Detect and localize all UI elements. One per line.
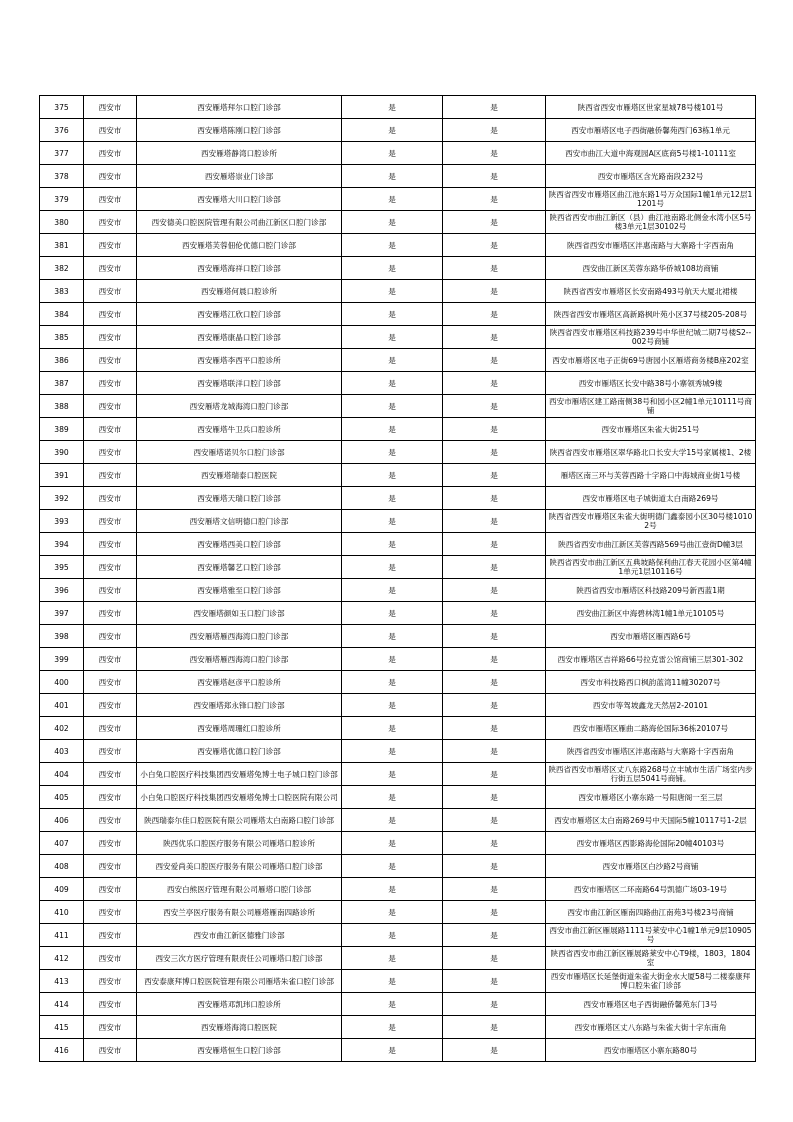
flag-b-cell: 是 bbox=[443, 1016, 546, 1039]
city-cell: 西安市 bbox=[84, 510, 137, 533]
table-row bbox=[40, 487, 756, 510]
table-row bbox=[40, 280, 756, 303]
row-number-cell: 406 bbox=[40, 809, 84, 832]
city-cell: 西安市 bbox=[84, 717, 137, 740]
city-cell: 西安市 bbox=[84, 694, 137, 717]
institution-name-cell: 西安雁塔西美口腔门诊部 bbox=[137, 533, 342, 556]
row-number-cell: 404 bbox=[40, 763, 84, 786]
address-cell: 西安市雁塔区太白南路269号中天国际5幢10117号1-2层 bbox=[546, 809, 756, 832]
row-number-cell: 398 bbox=[40, 625, 84, 648]
institution-name-cell: 西安雁塔联洋口腔门诊部 bbox=[137, 372, 342, 395]
city-cell: 西安市 bbox=[84, 188, 137, 211]
table-row bbox=[40, 579, 756, 602]
city-cell: 西安市 bbox=[84, 349, 137, 372]
flag-a-cell: 是 bbox=[342, 717, 443, 740]
city-cell: 西安市 bbox=[84, 786, 137, 809]
institution-name-cell: 西安兰亭医疗服务有限公司雁塔雁南四路诊所 bbox=[137, 901, 342, 924]
city-cell: 西安市 bbox=[84, 579, 137, 602]
institution-name-cell: 西安三次方医疗管理有限责任公司雁塔口腔门诊部 bbox=[137, 947, 342, 970]
row-number-cell: 396 bbox=[40, 579, 84, 602]
row-number-cell: 405 bbox=[40, 786, 84, 809]
table-row bbox=[40, 349, 756, 372]
city-cell: 西安市 bbox=[84, 855, 137, 878]
flag-a-cell: 是 bbox=[342, 809, 443, 832]
city-cell: 西安市 bbox=[84, 418, 137, 441]
institution-name-cell: 西安雁塔优德口腔门诊部 bbox=[137, 740, 342, 763]
city-cell: 西安市 bbox=[84, 671, 137, 694]
flag-b-cell: 是 bbox=[443, 142, 546, 165]
institution-name-cell: 西安雁塔海湾口腔医院 bbox=[137, 1016, 342, 1039]
institution-name-cell: 西安雁塔天瑞口腔门诊部 bbox=[137, 487, 342, 510]
row-number-cell: 380 bbox=[40, 211, 84, 234]
city-cell: 西安市 bbox=[84, 280, 137, 303]
city-cell: 西安市 bbox=[84, 1039, 137, 1062]
institution-name-cell: 小白兔口腔医疗科技集团西安雁塔兔博士电子城口腔门诊部 bbox=[137, 763, 342, 786]
table-row bbox=[40, 947, 756, 970]
table-row bbox=[40, 372, 756, 395]
address-cell: 西安曲江新区中海碧林湾1幢1单元10105号 bbox=[546, 602, 756, 625]
row-number-cell: 391 bbox=[40, 464, 84, 487]
address-cell: 西安市雁塔区吉祥路66号拉克雷公馆商铺三层301-302 bbox=[546, 648, 756, 671]
address-cell: 西安市雁塔区电子城街道太白南路269号 bbox=[546, 487, 756, 510]
city-cell: 西安市 bbox=[84, 395, 137, 418]
flag-a-cell: 是 bbox=[342, 303, 443, 326]
city-cell: 西安市 bbox=[84, 602, 137, 625]
address-cell: 陕西省西安市雁塔区高新路枫叶苑小区37号楼205-208号 bbox=[546, 303, 756, 326]
table-row bbox=[40, 303, 756, 326]
flag-a-cell: 是 bbox=[342, 533, 443, 556]
city-cell: 西安市 bbox=[84, 832, 137, 855]
city-cell: 西安市 bbox=[84, 96, 137, 119]
flag-a-cell: 是 bbox=[342, 855, 443, 878]
flag-a-cell: 是 bbox=[342, 464, 443, 487]
flag-b-cell: 是 bbox=[443, 579, 546, 602]
flag-a-cell: 是 bbox=[342, 142, 443, 165]
institution-name-cell: 西安雁塔江欣口腔门诊部 bbox=[137, 303, 342, 326]
row-number-cell: 378 bbox=[40, 165, 84, 188]
city-cell: 西安市 bbox=[84, 464, 137, 487]
row-number-cell: 399 bbox=[40, 648, 84, 671]
flag-a-cell: 是 bbox=[342, 579, 443, 602]
flag-a-cell: 是 bbox=[342, 625, 443, 648]
flag-a-cell: 是 bbox=[342, 786, 443, 809]
city-cell: 西安市 bbox=[84, 970, 137, 993]
flag-b-cell: 是 bbox=[443, 924, 546, 947]
flag-b-cell: 是 bbox=[443, 993, 546, 1016]
table-row bbox=[40, 832, 756, 855]
row-number-cell: 403 bbox=[40, 740, 84, 763]
city-cell: 西安市 bbox=[84, 947, 137, 970]
city-cell: 西安市 bbox=[84, 878, 137, 901]
row-number-cell: 383 bbox=[40, 280, 84, 303]
table-row bbox=[40, 533, 756, 556]
row-number-cell: 385 bbox=[40, 326, 84, 349]
flag-a-cell: 是 bbox=[342, 119, 443, 142]
flag-b-cell: 是 bbox=[443, 303, 546, 326]
city-cell: 西安市 bbox=[84, 1016, 137, 1039]
city-cell: 西安市 bbox=[84, 303, 137, 326]
table-row bbox=[40, 1016, 756, 1039]
table-row bbox=[40, 901, 756, 924]
institution-name-cell: 西安雁塔馨艺口腔门诊部 bbox=[137, 556, 342, 579]
flag-b-cell: 是 bbox=[443, 165, 546, 188]
flag-b-cell: 是 bbox=[443, 556, 546, 579]
flag-a-cell: 是 bbox=[342, 257, 443, 280]
table-row bbox=[40, 556, 756, 579]
city-cell: 西安市 bbox=[84, 165, 137, 188]
address-cell: 陕西省西安市雁塔区世家星城78号楼101号 bbox=[546, 96, 756, 119]
flag-b-cell: 是 bbox=[443, 395, 546, 418]
flag-a-cell: 是 bbox=[342, 349, 443, 372]
flag-b-cell: 是 bbox=[443, 280, 546, 303]
row-number-cell: 393 bbox=[40, 510, 84, 533]
institution-name-cell: 陕西优乐口腔医疗服务有限公司雁塔口腔诊所 bbox=[137, 832, 342, 855]
city-cell: 西安市 bbox=[84, 326, 137, 349]
institution-name-cell: 西安雁塔雁西海湾口腔门诊部 bbox=[137, 648, 342, 671]
institution-name-cell: 西安雁塔牛卫兵口腔诊所 bbox=[137, 418, 342, 441]
address-cell: 西安市雁塔区含光路南段232号 bbox=[546, 165, 756, 188]
table-row bbox=[40, 257, 756, 280]
address-cell: 西安市科技路西口枫韵蓝湾11幢30207号 bbox=[546, 671, 756, 694]
city-cell: 西安市 bbox=[84, 142, 137, 165]
address-cell: 西安市雁塔区朱雀大街251号 bbox=[546, 418, 756, 441]
institution-name-cell: 西安雁塔赵彦平口腔诊所 bbox=[137, 671, 342, 694]
flag-b-cell: 是 bbox=[443, 464, 546, 487]
table-row bbox=[40, 119, 756, 142]
address-cell: 陕西省西安市雁塔区丈八东路268号立丰城市生活广场室内步行街五层5041号商铺。 bbox=[546, 763, 756, 786]
row-number-cell: 397 bbox=[40, 602, 84, 625]
flag-b-cell: 是 bbox=[443, 763, 546, 786]
flag-b-cell: 是 bbox=[443, 441, 546, 464]
flag-b-cell: 是 bbox=[443, 188, 546, 211]
flag-a-cell: 是 bbox=[342, 372, 443, 395]
address-cell: 陕西省西安市雁塔区科技路209号新西蓝1期 bbox=[546, 579, 756, 602]
institution-name-cell: 西安雁塔瑞泰口腔医院 bbox=[137, 464, 342, 487]
address-cell: 陕西省西安市雁塔区长安南路493号航天大厦北裙楼 bbox=[546, 280, 756, 303]
row-number-cell: 382 bbox=[40, 257, 84, 280]
flag-b-cell: 是 bbox=[443, 1039, 546, 1062]
row-number-cell: 389 bbox=[40, 418, 84, 441]
address-cell: 西安市雁塔区西影路海伦国际20幢40103号 bbox=[546, 832, 756, 855]
table-row bbox=[40, 809, 756, 832]
table-row bbox=[40, 1039, 756, 1062]
flag-b-cell: 是 bbox=[443, 326, 546, 349]
institution-table bbox=[39, 95, 756, 1062]
city-cell: 西安市 bbox=[84, 119, 137, 142]
row-number-cell: 409 bbox=[40, 878, 84, 901]
flag-a-cell: 是 bbox=[342, 441, 443, 464]
row-number-cell: 394 bbox=[40, 533, 84, 556]
institution-name-cell: 西安雁塔崇业门诊部 bbox=[137, 165, 342, 188]
flag-a-cell: 是 bbox=[342, 993, 443, 1016]
institution-name-cell: 西安雁塔拜尔口腔门诊部 bbox=[137, 96, 342, 119]
row-number-cell: 410 bbox=[40, 901, 84, 924]
table-row bbox=[40, 993, 756, 1016]
address-cell: 西安市雁塔区长安中路38号小寨领秀城9楼 bbox=[546, 372, 756, 395]
flag-a-cell: 是 bbox=[342, 740, 443, 763]
flag-b-cell: 是 bbox=[443, 234, 546, 257]
flag-a-cell: 是 bbox=[342, 280, 443, 303]
row-number-cell: 414 bbox=[40, 993, 84, 1016]
flag-b-cell: 是 bbox=[443, 901, 546, 924]
flag-b-cell: 是 bbox=[443, 119, 546, 142]
address-cell: 陕西省西安市曲江新区雁展路莱安中心T9楼，1803，1804室 bbox=[546, 947, 756, 970]
flag-b-cell: 是 bbox=[443, 533, 546, 556]
institution-name-cell: 西安市曲江新区德雅门诊部 bbox=[137, 924, 342, 947]
city-cell: 西安市 bbox=[84, 487, 137, 510]
flag-a-cell: 是 bbox=[342, 1016, 443, 1039]
city-cell: 西安市 bbox=[84, 924, 137, 947]
city-cell: 西安市 bbox=[84, 211, 137, 234]
city-cell: 西安市 bbox=[84, 625, 137, 648]
table-row bbox=[40, 326, 756, 349]
flag-b-cell: 是 bbox=[443, 349, 546, 372]
row-number-cell: 377 bbox=[40, 142, 84, 165]
address-cell: 西安市雁塔区电子西街融侨馨苑西门63栋1单元 bbox=[546, 119, 756, 142]
city-cell: 西安市 bbox=[84, 809, 137, 832]
institution-name-cell: 西安雁塔雅至口腔门诊部 bbox=[137, 579, 342, 602]
city-cell: 西安市 bbox=[84, 740, 137, 763]
table-row bbox=[40, 418, 756, 441]
flag-b-cell: 是 bbox=[443, 648, 546, 671]
table-row bbox=[40, 924, 756, 947]
flag-b-cell: 是 bbox=[443, 878, 546, 901]
row-number-cell: 416 bbox=[40, 1039, 84, 1062]
institution-name-cell: 西安雁塔郑永锋口腔门诊部 bbox=[137, 694, 342, 717]
table-body bbox=[40, 96, 756, 1062]
address-cell: 陕西省西安市曲江新区（县）曲江池南路北侧金水湾小区5号楼3单元1层30102号 bbox=[546, 211, 756, 234]
flag-a-cell: 是 bbox=[342, 96, 443, 119]
city-cell: 西安市 bbox=[84, 993, 137, 1016]
row-number-cell: 407 bbox=[40, 832, 84, 855]
address-cell: 西安市曲江新区雁南四路曲江南苑3号楼23号商铺 bbox=[546, 901, 756, 924]
address-cell: 西安市雁塔区小寨东路80号 bbox=[546, 1039, 756, 1062]
flag-b-cell: 是 bbox=[443, 855, 546, 878]
table-row bbox=[40, 464, 756, 487]
flag-b-cell: 是 bbox=[443, 372, 546, 395]
row-number-cell: 381 bbox=[40, 234, 84, 257]
flag-a-cell: 是 bbox=[342, 487, 443, 510]
city-cell: 西安市 bbox=[84, 234, 137, 257]
address-cell: 西安市雁塔区雁曲二路海伦国际36栋20107号 bbox=[546, 717, 756, 740]
institution-name-cell: 西安白熊医疗管理有限公司雁塔口腔门诊部 bbox=[137, 878, 342, 901]
address-cell: 西安市雁塔区二环南路64号凯德广场03-19号 bbox=[546, 878, 756, 901]
flag-a-cell: 是 bbox=[342, 326, 443, 349]
flag-b-cell: 是 bbox=[443, 786, 546, 809]
address-cell: 陕西省西安市雁塔区翠华路北口长安大学15号家属楼1、2楼 bbox=[546, 441, 756, 464]
table-row bbox=[40, 763, 756, 786]
row-number-cell: 388 bbox=[40, 395, 84, 418]
flag-a-cell: 是 bbox=[342, 924, 443, 947]
row-number-cell: 384 bbox=[40, 303, 84, 326]
table-row bbox=[40, 441, 756, 464]
flag-a-cell: 是 bbox=[342, 188, 443, 211]
row-number-cell: 392 bbox=[40, 487, 84, 510]
institution-name-cell: 西安雁塔静湾口腔诊所 bbox=[137, 142, 342, 165]
address-cell: 西安市雁塔区长延堡街道朱雀大街金水大厦58号二楼泰康拜博口腔朱雀门诊部 bbox=[546, 970, 756, 993]
institution-name-cell: 西安雁塔恒生口腔门诊部 bbox=[137, 1039, 342, 1062]
flag-b-cell: 是 bbox=[443, 625, 546, 648]
table-row bbox=[40, 878, 756, 901]
flag-a-cell: 是 bbox=[342, 211, 443, 234]
address-cell: 陕西省西安市曲江新区五典坡路保利曲江春天花园小区第4幢1单元1层10116号 bbox=[546, 556, 756, 579]
city-cell: 西安市 bbox=[84, 533, 137, 556]
institution-name-cell: 西安泰康拜博口腔医院管理有限公司雁塔朱雀口腔门诊部 bbox=[137, 970, 342, 993]
address-cell: 西安市雁塔区建工路南侧38号和园小区2幢1单元10111号商铺 bbox=[546, 395, 756, 418]
institution-name-cell: 西安雁塔颜如玉口腔门诊部 bbox=[137, 602, 342, 625]
institution-name-cell: 小白兔口腔医疗科技集团西安雁塔兔博士口腔医院有限公司 bbox=[137, 786, 342, 809]
row-number-cell: 375 bbox=[40, 96, 84, 119]
flag-b-cell: 是 bbox=[443, 947, 546, 970]
address-cell: 陕西省西安市曲江新区芙蓉西路569号曲江壹街D幢3层 bbox=[546, 533, 756, 556]
institution-name-cell: 西安雁塔陈刚口腔门诊部 bbox=[137, 119, 342, 142]
flag-a-cell: 是 bbox=[342, 763, 443, 786]
row-number-cell: 411 bbox=[40, 924, 84, 947]
institution-name-cell: 西安雁塔芙蓉佃伦优德口腔门诊部 bbox=[137, 234, 342, 257]
flag-b-cell: 是 bbox=[443, 970, 546, 993]
flag-a-cell: 是 bbox=[342, 970, 443, 993]
flag-b-cell: 是 bbox=[443, 96, 546, 119]
table-row bbox=[40, 234, 756, 257]
address-cell: 西安市雁塔区小寨东路一号阳唐阁一至三层 bbox=[546, 786, 756, 809]
table-row bbox=[40, 855, 756, 878]
row-number-cell: 401 bbox=[40, 694, 84, 717]
address-cell: 西安市曲江新区雁展路1111号莱安中心1幢1单元9层10905号 bbox=[546, 924, 756, 947]
flag-a-cell: 是 bbox=[342, 947, 443, 970]
flag-a-cell: 是 bbox=[342, 1039, 443, 1062]
address-cell: 西安市等驾坡鑫龙天然居2-20101 bbox=[546, 694, 756, 717]
table-row bbox=[40, 740, 756, 763]
row-number-cell: 376 bbox=[40, 119, 84, 142]
row-number-cell: 395 bbox=[40, 556, 84, 579]
flag-b-cell: 是 bbox=[443, 257, 546, 280]
address-cell: 西安市雁塔区丈八东路与朱雀大街十字东南角 bbox=[546, 1016, 756, 1039]
flag-b-cell: 是 bbox=[443, 832, 546, 855]
table-row bbox=[40, 142, 756, 165]
flag-b-cell: 是 bbox=[443, 487, 546, 510]
institution-name-cell: 西安雁塔邓凯玮口腔诊所 bbox=[137, 993, 342, 1016]
table-row bbox=[40, 211, 756, 234]
row-number-cell: 400 bbox=[40, 671, 84, 694]
row-number-cell: 413 bbox=[40, 970, 84, 993]
institution-name-cell: 西安雁塔文信明德口腔门诊部 bbox=[137, 510, 342, 533]
flag-a-cell: 是 bbox=[342, 602, 443, 625]
institution-name-cell: 西安德美口腔医院管理有限公司曲江新区口腔门诊部 bbox=[137, 211, 342, 234]
city-cell: 西安市 bbox=[84, 257, 137, 280]
address-cell: 西安市雁塔区电子正街69号唐园小区雁塔商务楼B座202室 bbox=[546, 349, 756, 372]
row-number-cell: 402 bbox=[40, 717, 84, 740]
flag-a-cell: 是 bbox=[342, 832, 443, 855]
institution-name-cell: 西安雁塔海祥口腔门诊部 bbox=[137, 257, 342, 280]
address-cell: 西安市曲江大道中海观园A区底商5号楼1-10111室 bbox=[546, 142, 756, 165]
row-number-cell: 387 bbox=[40, 372, 84, 395]
flag-b-cell: 是 bbox=[443, 510, 546, 533]
table-row bbox=[40, 717, 756, 740]
row-number-cell: 390 bbox=[40, 441, 84, 464]
table-row bbox=[40, 395, 756, 418]
row-number-cell: 379 bbox=[40, 188, 84, 211]
flag-a-cell: 是 bbox=[342, 878, 443, 901]
flag-b-cell: 是 bbox=[443, 809, 546, 832]
institution-name-cell: 西安爱尚美口腔医疗服务有限公司雁塔口腔门诊部 bbox=[137, 855, 342, 878]
table-row bbox=[40, 648, 756, 671]
institution-name-cell: 西安雁塔康晶口腔门诊部 bbox=[137, 326, 342, 349]
institution-name-cell: 西安雁塔何晨口腔诊所 bbox=[137, 280, 342, 303]
flag-a-cell: 是 bbox=[342, 234, 443, 257]
table-row bbox=[40, 671, 756, 694]
institution-name-cell: 西安雁塔雁西海湾口腔门诊部 bbox=[137, 625, 342, 648]
city-cell: 西安市 bbox=[84, 441, 137, 464]
flag-b-cell: 是 bbox=[443, 717, 546, 740]
address-cell: 西安市雁塔区雁西路6号 bbox=[546, 625, 756, 648]
address-cell: 雁塔区南三环与芙蓉西路十字路口中海城商业街1号楼 bbox=[546, 464, 756, 487]
row-number-cell: 408 bbox=[40, 855, 84, 878]
address-cell: 陕西省西安市雁塔区朱雀大街明德门鑫泰园小区30号楼10102号 bbox=[546, 510, 756, 533]
flag-b-cell: 是 bbox=[443, 211, 546, 234]
flag-a-cell: 是 bbox=[342, 395, 443, 418]
table-row bbox=[40, 96, 756, 119]
table-row bbox=[40, 188, 756, 211]
table-row bbox=[40, 510, 756, 533]
row-number-cell: 412 bbox=[40, 947, 84, 970]
flag-a-cell: 是 bbox=[342, 648, 443, 671]
table-row bbox=[40, 625, 756, 648]
address-cell: 陕西省西安市雁塔区曲江池东路1号万众国际1幢1单元12层11201号 bbox=[546, 188, 756, 211]
address-cell: 西安市雁塔区电子西街融侨馨苑东门3号 bbox=[546, 993, 756, 1016]
city-cell: 西安市 bbox=[84, 901, 137, 924]
flag-a-cell: 是 bbox=[342, 510, 443, 533]
table-row bbox=[40, 970, 756, 993]
flag-b-cell: 是 bbox=[443, 671, 546, 694]
flag-b-cell: 是 bbox=[443, 418, 546, 441]
flag-a-cell: 是 bbox=[342, 671, 443, 694]
table-row bbox=[40, 786, 756, 809]
city-cell: 西安市 bbox=[84, 648, 137, 671]
row-number-cell: 386 bbox=[40, 349, 84, 372]
address-cell: 西安市雁塔区白沙路2号商铺 bbox=[546, 855, 756, 878]
institution-name-cell: 西安雁塔周珊红口腔诊所 bbox=[137, 717, 342, 740]
table-row bbox=[40, 602, 756, 625]
city-cell: 西安市 bbox=[84, 763, 137, 786]
institution-name-cell: 陕西瑞泰尔佳口腔医院有限公司雁塔太白南路口腔门诊部 bbox=[137, 809, 342, 832]
city-cell: 西安市 bbox=[84, 372, 137, 395]
institution-name-cell: 西安雁塔李西平口腔诊所 bbox=[137, 349, 342, 372]
row-number-cell: 415 bbox=[40, 1016, 84, 1039]
address-cell: 陕西省西安市雁塔区科技路239号中华世纪城二期7号楼S2--002号商铺 bbox=[546, 326, 756, 349]
address-cell: 陕西省西安市雁塔区沣惠南路与大寨路十字西南角 bbox=[546, 740, 756, 763]
institution-name-cell: 西安雁塔诺贝尔口腔门诊部 bbox=[137, 441, 342, 464]
flag-a-cell: 是 bbox=[342, 901, 443, 924]
flag-a-cell: 是 bbox=[342, 165, 443, 188]
flag-b-cell: 是 bbox=[443, 694, 546, 717]
flag-a-cell: 是 bbox=[342, 694, 443, 717]
flag-b-cell: 是 bbox=[443, 602, 546, 625]
institution-name-cell: 西安雁塔大川口腔门诊部 bbox=[137, 188, 342, 211]
city-cell: 西安市 bbox=[84, 556, 137, 579]
flag-a-cell: 是 bbox=[342, 418, 443, 441]
address-cell: 陕西省西安市雁塔区沣惠南路与大寨路十字西南角 bbox=[546, 234, 756, 257]
institution-name-cell: 西安雁塔龙城海湾口腔门诊部 bbox=[137, 395, 342, 418]
flag-b-cell: 是 bbox=[443, 740, 546, 763]
address-cell: 西安曲江新区芙蓉东路华侨城108坊商铺 bbox=[546, 257, 756, 280]
table-row bbox=[40, 165, 756, 188]
table-row bbox=[40, 694, 756, 717]
flag-a-cell: 是 bbox=[342, 556, 443, 579]
